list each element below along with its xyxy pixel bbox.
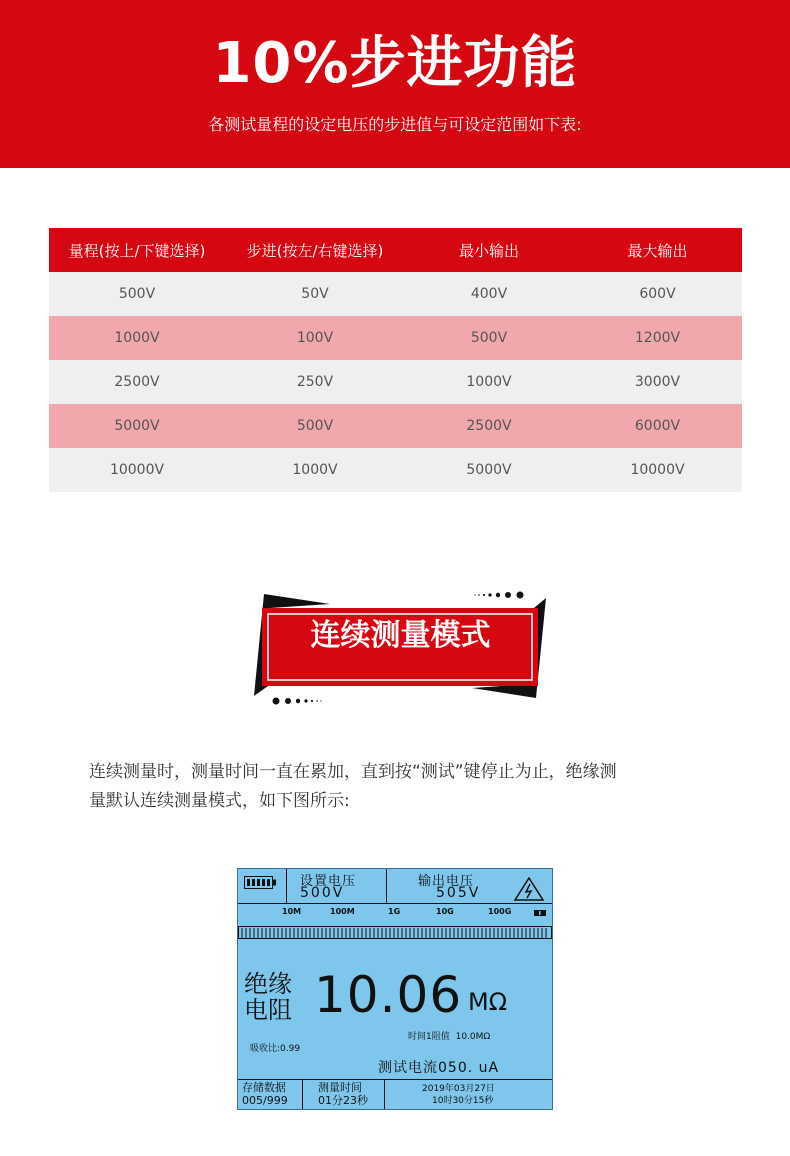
cell-max: 6000V: [573, 404, 742, 448]
table-row: [49, 316, 742, 360]
table-header-row: [49, 228, 742, 272]
header-banner: [0, 0, 790, 168]
cell-step: 500V: [225, 404, 405, 448]
description-line-2: 量默认连续测量模式，如下图所示:: [89, 791, 350, 811]
cell-min: 5000V: [405, 448, 573, 492]
cell-step: 1000V: [225, 448, 405, 492]
time1-value: 10.0MΩ: [455, 1032, 491, 1042]
lcd-divider: [238, 903, 552, 904]
time1-label: 时间1阻值: [408, 1032, 450, 1042]
header-step: 步进(按左/右键选择): [225, 228, 405, 272]
step-range-table: [49, 228, 742, 492]
clock-display: 10时30分15秒: [432, 1096, 494, 1106]
page-subtitle: 各测试量程的设定电压的步进值与可设定范围如下表:: [208, 115, 582, 134]
measure-time-label: 测量时间: [318, 1081, 362, 1094]
current-label: 测试电流: [378, 1060, 438, 1076]
measure-time-value: 01分23秒: [318, 1094, 368, 1107]
table-row: [49, 360, 742, 404]
cell-range: 1000V: [49, 316, 225, 360]
absorption-reading: [250, 1041, 300, 1054]
scale-tick-label: 10M: [282, 907, 302, 916]
section-badge: [240, 586, 560, 706]
lcd-divider: [384, 1079, 385, 1109]
lcd-divider: [238, 1079, 552, 1080]
page-title: 10%步进功能: [212, 31, 578, 96]
description-line-1: 连续测量时，测量时间一直在累加，直到按“测试”键停止为止，绝缘测: [89, 762, 617, 782]
scale-tick-label: 100G: [488, 907, 512, 916]
lcd-divider: [386, 869, 387, 903]
cell-min: 2500V: [405, 404, 573, 448]
cell-step: 250V: [225, 360, 405, 404]
output-voltage-label: 输出电压: [418, 874, 475, 889]
set-voltage-label: 设置电压: [300, 874, 357, 889]
header-min-output: 最小输出: [405, 228, 573, 272]
storage-label: 存储数据: [242, 1081, 286, 1094]
scale-tick-label: 10G: [436, 907, 454, 916]
time1-reading: [408, 1029, 490, 1042]
cell-max: 600V: [573, 272, 742, 316]
main-value: 10.06: [314, 966, 463, 1024]
cell-max: 10000V: [573, 448, 742, 492]
description-paragraph: [89, 758, 699, 816]
test-current-reading: [378, 1057, 499, 1077]
cell-step: 100V: [225, 316, 405, 360]
bar-graph: [238, 924, 552, 940]
cell-min: 400V: [405, 272, 573, 316]
table-row: [49, 272, 742, 316]
cell-min: 500V: [405, 316, 573, 360]
scale-tick-label: 100M: [330, 907, 355, 916]
table-row: [49, 448, 742, 492]
cell-range: 5000V: [49, 404, 225, 448]
current-value: 050. uA: [438, 1060, 500, 1076]
set-voltage-value: 500V: [300, 885, 345, 901]
cell-min: 1000V: [405, 360, 573, 404]
cell-range: 2500V: [49, 360, 225, 404]
lcd-divider: [286, 869, 287, 903]
lcd-divider: [302, 1079, 303, 1109]
cell-step: 50V: [225, 272, 405, 316]
table-row: [49, 404, 742, 448]
cell-max: 3000V: [573, 360, 742, 404]
battery-icon: [244, 874, 276, 893]
header-max-output: 最大输出: [573, 228, 742, 272]
output-voltage-value: 505V: [436, 885, 481, 901]
main-label-line1: 绝缘: [244, 970, 292, 998]
absorption-value: 0.99: [280, 1044, 301, 1054]
cell-range: 500V: [49, 272, 225, 316]
storage-value: 005/999: [242, 1094, 288, 1107]
section-title: 连续测量模式: [310, 618, 491, 653]
scale-indicator-icon: [534, 910, 546, 916]
main-unit: MΩ: [468, 988, 508, 1016]
lcd-screen: [237, 868, 553, 1110]
date-display: 2019年03月27日: [422, 1084, 495, 1094]
cell-range: 10000V: [49, 448, 225, 492]
main-label-line2: 电阻: [244, 996, 292, 1024]
absorption-label: 吸收比:: [250, 1044, 281, 1054]
high-voltage-warning-icon: [514, 877, 544, 905]
cell-max: 1200V: [573, 316, 742, 360]
scale-tick-label: 1G: [388, 907, 401, 916]
header-range: 量程(按上/下键选择): [49, 228, 225, 272]
